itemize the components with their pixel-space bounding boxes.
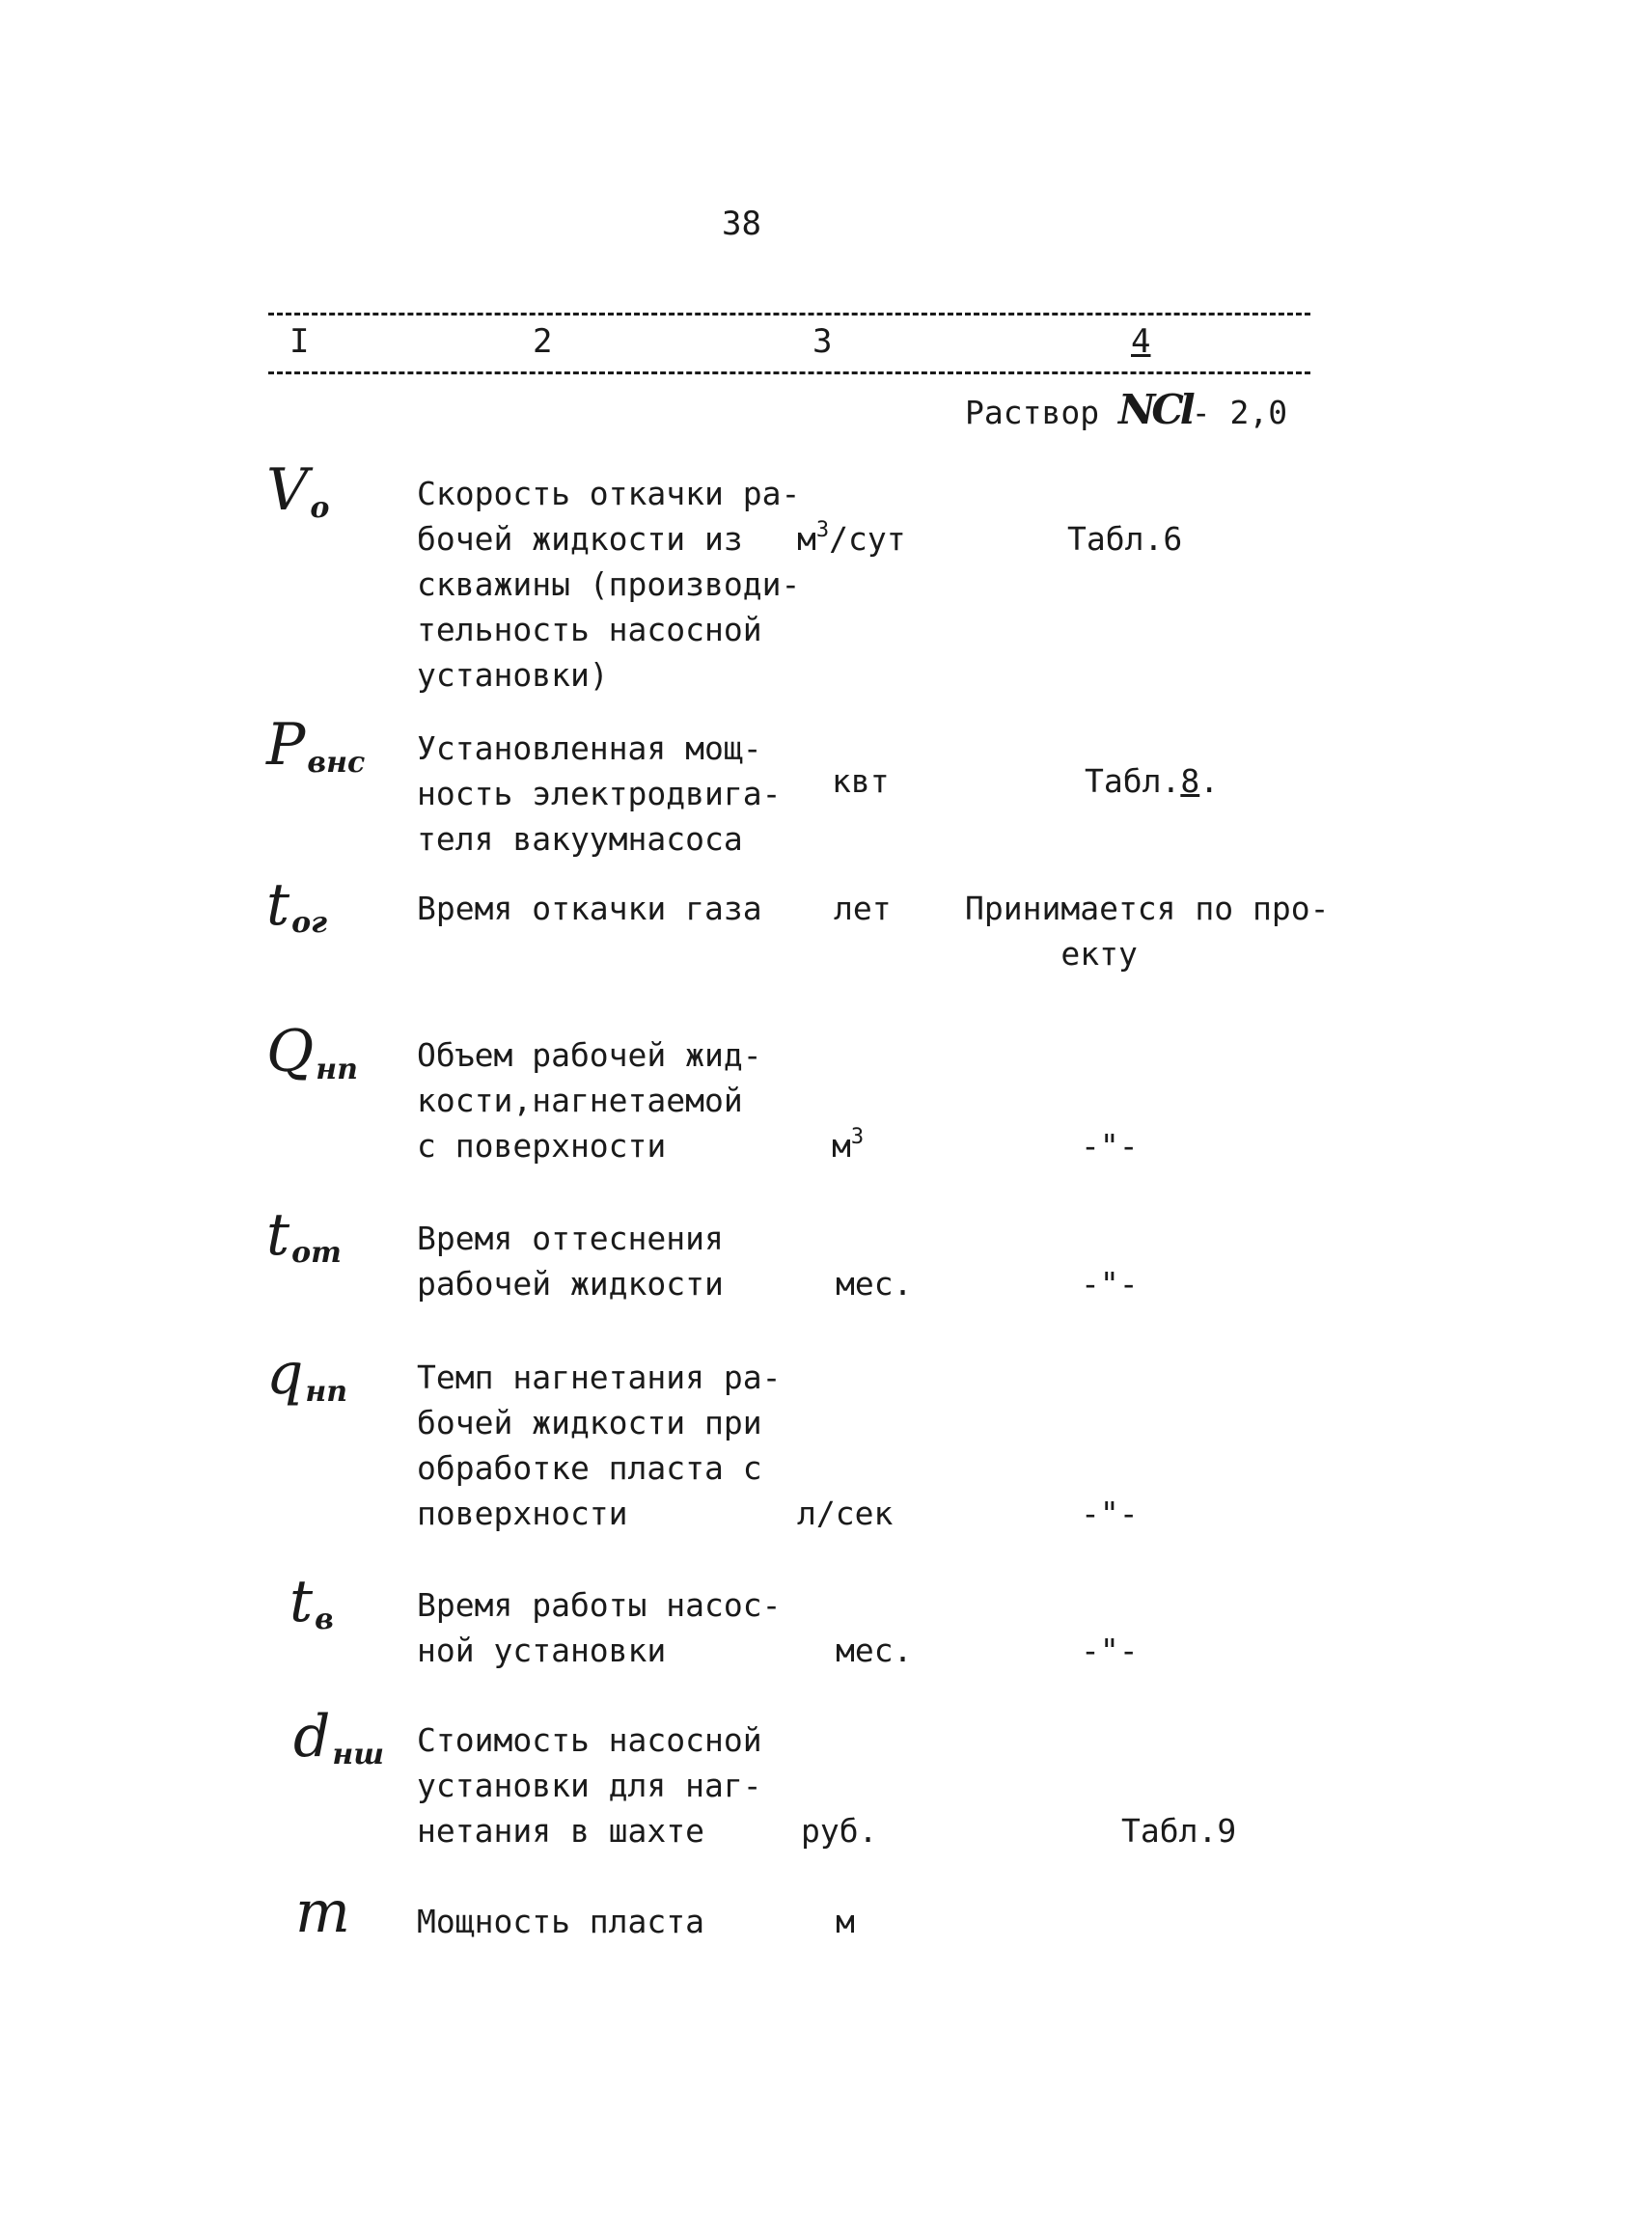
- parameter-symbol: $t_{ог}$: [266, 871, 328, 940]
- parameter-unit: мес.: [836, 1632, 913, 1669]
- parameter-reference: -"-: [1081, 1265, 1139, 1303]
- column-number-3: 3: [809, 322, 836, 361]
- parameter-unit: м: [836, 1903, 855, 1940]
- parameter-unit: мес.: [836, 1265, 913, 1303]
- parameter-unit: $м^3$/сут: [797, 518, 906, 558]
- parameter-unit: квт: [832, 762, 890, 800]
- solution-subheader: [965, 386, 1287, 433]
- parameter-description: Объем рабочей жид- кости,нагнетаемой с поверхности: [417, 1036, 762, 1165]
- column-number-4: 4: [1127, 322, 1154, 361]
- parameter-unit: руб.: [801, 1812, 878, 1850]
- parameter-description: Скорость откачки ра- бочей жидкости из скважины (производи- тельность насосной установки): [417, 475, 801, 694]
- column-number-1: I: [286, 322, 313, 361]
- parameter-symbol: $q_{нп}$: [266, 1340, 348, 1409]
- subheader-prefix: Раствор: [965, 394, 1100, 431]
- parameter-symbol: $t_{от}$: [266, 1201, 342, 1270]
- parameter-symbol: $Q_{нп}$: [266, 1018, 358, 1086]
- parameter-description: Мощность пласта: [417, 1903, 705, 1940]
- parameter-description: Время работы насос- ной установки: [417, 1586, 782, 1669]
- parameter-reference: Табл.9: [1121, 1812, 1237, 1850]
- column-number-2: 2: [529, 322, 556, 361]
- parameter-description: Стоимость насосной установки для наг- нетания в шахте: [417, 1721, 762, 1850]
- parameter-reference: Принимается по про- екту: [965, 890, 1330, 973]
- table-rule-header-bottom: [268, 371, 1310, 374]
- parameter-reference: Табл.6: [1067, 520, 1183, 558]
- parameter-description: Темп нагнетания ра- бочей жидкости при обработке пласта с поверхности: [417, 1358, 782, 1532]
- parameter-description: Время откачки газа: [417, 890, 762, 927]
- parameter-description: Время оттеснения рабочей жидкости: [417, 1220, 724, 1303]
- table-rule-top: [268, 313, 1310, 316]
- parameter-symbol: $P_{внс}$: [266, 711, 366, 780]
- parameter-symbol: m: [295, 1879, 350, 1946]
- parameter-description: Установленная мощ- ность электродвига- теля вакуумнасоса: [417, 729, 782, 858]
- parameter-symbol: $t_в$: [289, 1568, 334, 1636]
- subheader-suffix: - 2,0: [1191, 394, 1288, 431]
- parameter-reference: -"-: [1081, 1495, 1139, 1532]
- parameter-unit: лет: [834, 890, 892, 927]
- page-number: 38: [722, 205, 761, 243]
- parameter-reference: -"-: [1081, 1127, 1139, 1165]
- parameter-symbol: $d_{нш}$: [293, 1703, 385, 1771]
- parameter-reference: Табл.8.: [1085, 762, 1220, 800]
- parameter-unit: $м^3$: [832, 1125, 865, 1165]
- subheader-handwritten: NCl: [1117, 386, 1192, 433]
- parameter-unit: л/сек: [797, 1495, 894, 1532]
- parameter-reference: -"-: [1081, 1632, 1139, 1669]
- parameter-symbol: $V_o$: [266, 456, 330, 525]
